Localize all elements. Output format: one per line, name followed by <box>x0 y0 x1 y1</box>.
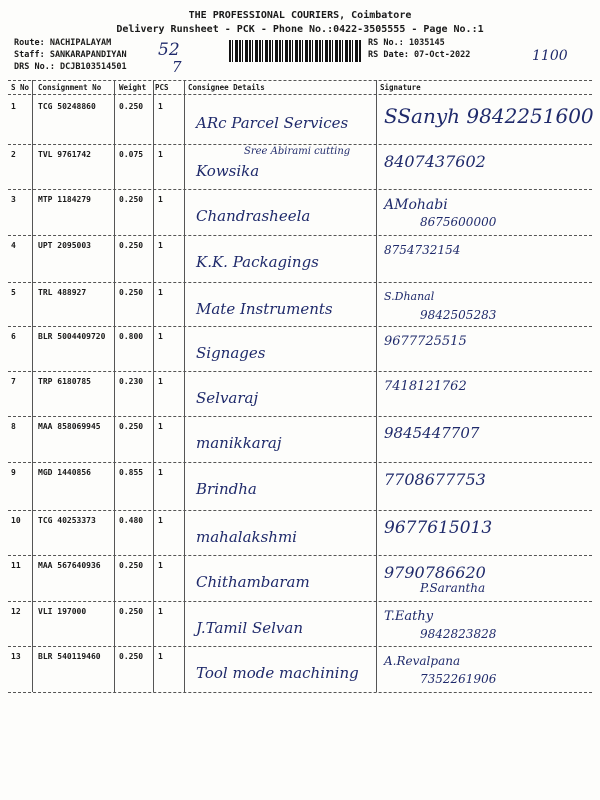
row-sno: 2 <box>11 150 16 159</box>
row-pcs: 1 <box>158 332 163 341</box>
row-weight: 0.250 <box>119 652 144 661</box>
barcode <box>229 40 361 62</box>
col-weight: Weight <box>119 83 147 92</box>
row-signature-extra: 9842823828 <box>420 627 497 641</box>
row-signature: 7418121762 <box>384 379 467 394</box>
rs-number: RS No.: 1035145 <box>368 38 445 48</box>
row-weight: 0.480 <box>119 516 144 525</box>
drs-label: DRS No.: DCJB103514501 <box>14 62 127 72</box>
row-signature: S.Dhanal <box>384 290 435 303</box>
row-consignee: Kowsika <box>196 162 260 180</box>
row-sno: 1 <box>11 102 16 111</box>
row-weight: 0.230 <box>119 377 144 386</box>
company-title: THE PROFESSIONAL COURIERS, Coimbatore <box>188 10 412 21</box>
row-weight: 0.250 <box>119 561 144 570</box>
row-consignee: manikkaraj <box>196 434 282 452</box>
row-signature: 9845447707 <box>384 424 480 442</box>
row-sno: 3 <box>11 195 16 204</box>
row-signature-extra: 8675600000 <box>420 215 497 229</box>
row-consignee: Mate Instruments <box>196 300 333 318</box>
row-consignee: Signages <box>196 344 266 362</box>
row-consignee: mahalakshmi <box>196 528 297 546</box>
row-sno: 6 <box>11 332 16 341</box>
row-consignee: ARc Parcel Services <box>196 114 349 132</box>
row-consignee: J.Tamil Selvan <box>196 619 304 637</box>
row-weight: 0.250 <box>119 607 144 616</box>
row-consignment-no: UPT 2095003 <box>38 241 91 250</box>
row-consignment-no: VLI 197000 <box>38 607 87 616</box>
row-consignment-no: BLR 540119460 <box>38 652 101 661</box>
row-sno: 12 <box>11 607 21 616</box>
row-pcs: 1 <box>158 422 163 431</box>
row-signature: A.Revalpana <box>384 654 461 668</box>
row-signature: AMohabi <box>384 197 448 213</box>
row-weight: 0.250 <box>119 102 144 111</box>
row-signature-extra: 9842505283 <box>420 308 497 322</box>
row-pcs: 1 <box>158 102 163 111</box>
row-pcs: 1 <box>158 288 163 297</box>
row-weight: 0.250 <box>119 241 144 250</box>
row-pcs: 1 <box>158 195 163 204</box>
row-pcs: 1 <box>158 652 163 661</box>
row-weight: 0.250 <box>119 288 144 297</box>
row-consignment-no: TCG 50248860 <box>38 102 96 111</box>
row-signature: 8754732154 <box>384 243 461 257</box>
row-pcs: 1 <box>158 241 163 250</box>
row-consignment-no: MAA 858069945 <box>38 422 101 431</box>
row-pcs: 1 <box>158 150 163 159</box>
col-consignee: Consignee Details <box>188 83 265 92</box>
col-sno: S No <box>11 83 30 92</box>
runsheet-title: Delivery Runsheet - PCK - Phone No.:0422-3505555 - Page No.:1 <box>116 24 484 35</box>
row-sno: 9 <box>11 468 16 477</box>
row-consignment-no: MTP 1184279 <box>38 195 91 204</box>
staff-label: Staff: SANKARAPANDIYAN <box>14 50 127 60</box>
row-signature: 7708677753 <box>384 470 486 489</box>
row-signature-extra: P.Sarantha <box>420 581 486 595</box>
row-pcs: 1 <box>158 468 163 477</box>
row-consignee: K.K. Packagings <box>196 253 319 271</box>
row-sno: 13 <box>11 652 21 661</box>
row-weight: 0.250 <box>119 195 144 204</box>
row-sno: 5 <box>11 288 16 297</box>
row-signature: 9790786620 <box>384 563 486 582</box>
row-consignment-no: TVL 9761742 <box>38 150 91 159</box>
row-weight: 0.075 <box>119 150 144 159</box>
row-consignee: Chandrasheela <box>196 207 311 225</box>
row-weight: 0.800 <box>119 332 144 341</box>
row-pcs: 1 <box>158 377 163 386</box>
row-consignee-note: Sree Abirami cutting <box>244 146 351 157</box>
row-consignee: Brindha <box>196 480 257 498</box>
col-consignment: Consignment No <box>38 83 102 92</box>
row-pcs: 1 <box>158 516 163 525</box>
row-signature-extra: 7352261906 <box>420 672 497 686</box>
row-pcs: 1 <box>158 561 163 570</box>
row-consignment-no: TCG 40253373 <box>38 516 96 525</box>
row-sno: 10 <box>11 516 21 525</box>
row-consignment-no: MAA 567640936 <box>38 561 101 570</box>
row-sno: 8 <box>11 422 16 431</box>
col-signature: Signature <box>380 83 421 92</box>
row-weight: 0.855 <box>119 468 144 477</box>
row-consignment-no: TRL 488927 <box>38 288 87 297</box>
row-signature: 9677615013 <box>384 518 493 538</box>
row-consignment-no: BLR 5004409720 <box>38 332 106 341</box>
handwritten-sub: 7 <box>172 58 182 76</box>
handwritten-time: 1100 <box>532 48 568 64</box>
row-pcs: 1 <box>158 607 163 616</box>
row-consignment-no: TRP 6180785 <box>38 377 91 386</box>
rs-date: RS Date: 07-Oct-2022 <box>368 50 471 60</box>
row-sno: 4 <box>11 241 16 250</box>
row-signature: 9677725515 <box>384 334 467 349</box>
row-sno: 11 <box>11 561 21 570</box>
route-label: Route: NACHIPALAYAM <box>14 38 112 48</box>
row-signature: SSanyh 9842251600 <box>384 104 594 128</box>
row-signature: 8407437602 <box>384 152 486 171</box>
col-pcs: PCS <box>155 83 169 92</box>
row-sno: 7 <box>11 377 16 386</box>
row-weight: 0.250 <box>119 422 144 431</box>
row-signature: T.Eathy <box>384 609 434 624</box>
row-consignment-no: MGD 1440856 <box>38 468 91 477</box>
row-consignee: Tool mode machining <box>196 664 359 682</box>
row-consignee: Selvaraj <box>196 389 259 407</box>
handwritten-count: 52 <box>158 40 180 60</box>
row-consignee: Chithambaram <box>196 573 310 591</box>
